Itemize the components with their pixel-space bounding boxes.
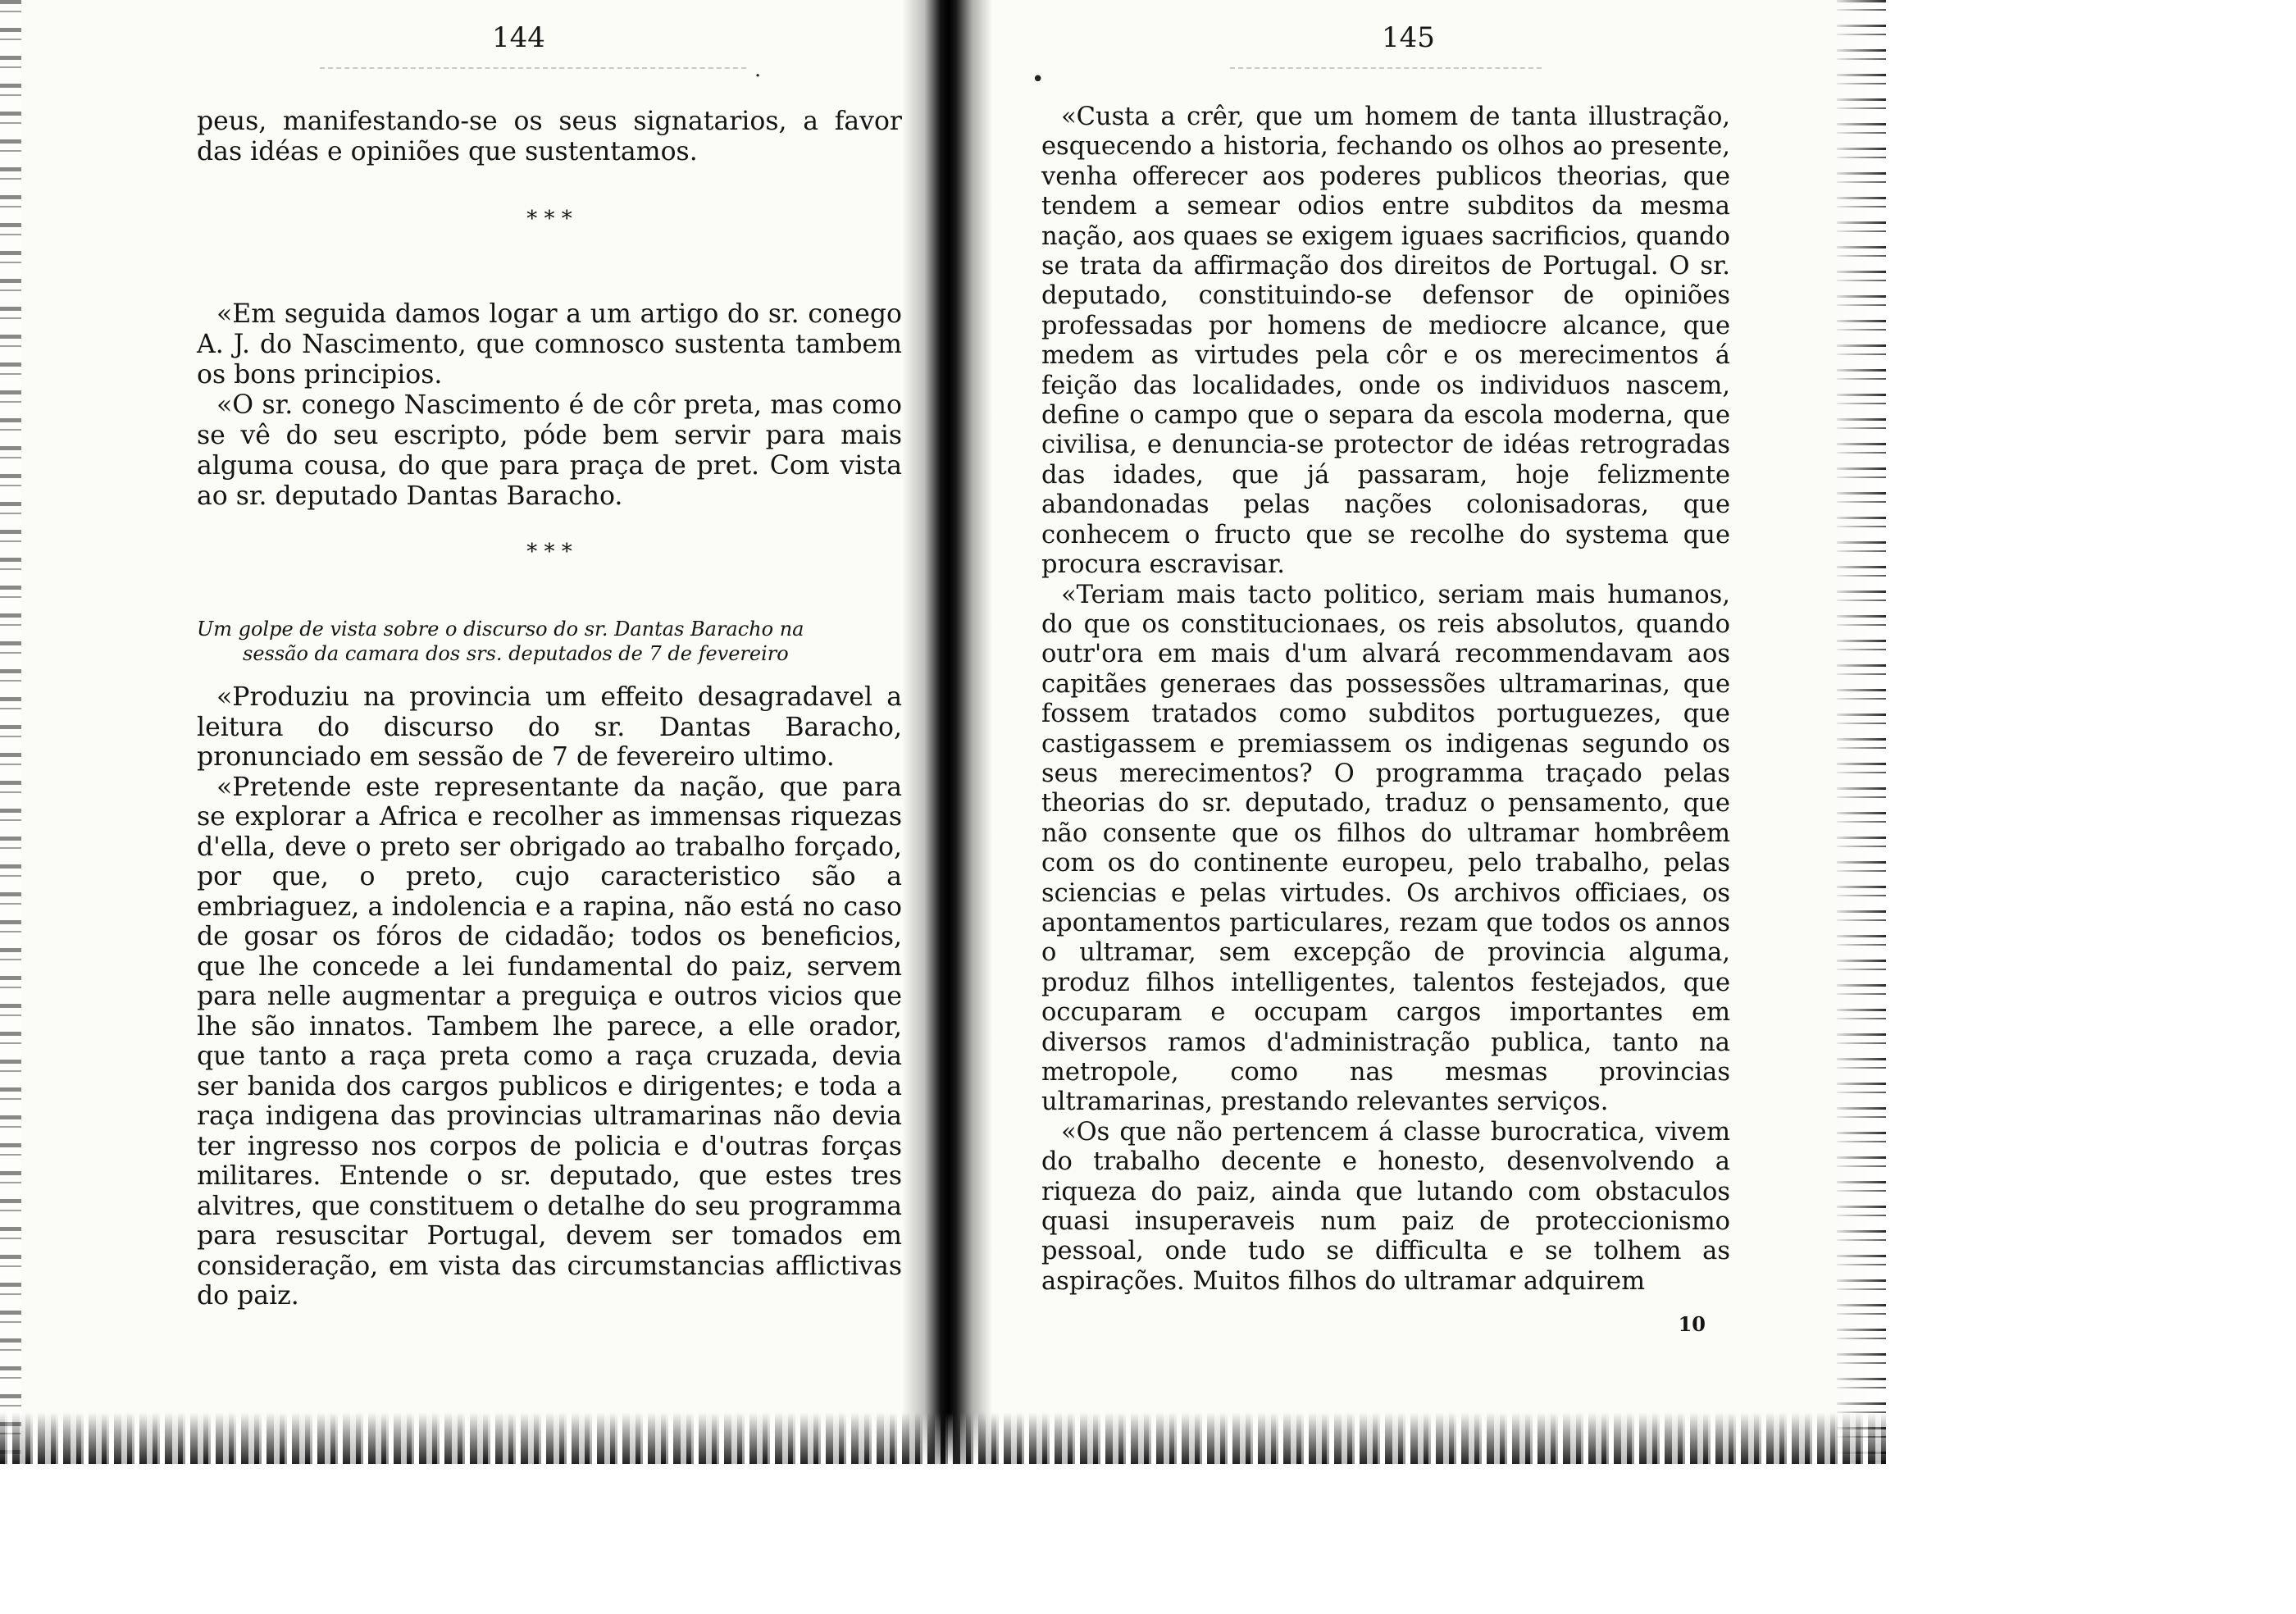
paragraph: «Produziu na provincia um effeito desagradavel a leitura do discurso do sr. Dantas Baracho, pronunciado em sessão de 7 de fevereiro ultimo.	[197, 682, 902, 772]
section-separator: * * *	[526, 540, 572, 564]
text-block	[197, 107, 902, 167]
article-heading	[197, 617, 902, 666]
paragraph: «Custa a crêr, que um homem de tanta illustração, esquecendo a historia, fechando os olhos ao presente, venha offerecer aos poderes publicos theorias, que tendem a semear odios entre subditos da mesma nação, aos quaes se exigem iguaes sacrificios, quando se trata da affirmação dos direitos de Portugal. O sr. deputado, constituindo-se defensor de opiniões professadas por homens de mediocre alcance, que medem as virtudes pela côr e os merecimentos á feição das localidades, onde os individuos nascem, define o campo que o separa da escola moderna, que civilisa, e denuncia-se protector de idéas retrogradas das idades, que já passaram, hoje felizmente abandonadas pelas nações colonisadoras, que conhecem o fructo que se recolhe do systema que procura escravisar.	[1041, 103, 1730, 580]
paragraph: peus, manifestando-se os seus signatarios, a favor das idéas e opiniões que sustentamos.	[197, 107, 902, 166]
heading-line: Um golpe de vista sobre o discurso do sr. Dantas Baracho na	[197, 618, 804, 641]
page-edge-left	[0, 0, 21, 1464]
page-number: 145	[1382, 21, 1435, 54]
header-rule	[1230, 67, 1542, 69]
signature-mark: 10	[1678, 1312, 1706, 1336]
ink-speck: ·	[754, 64, 762, 89]
header-rule	[320, 67, 746, 69]
text-block	[197, 299, 902, 512]
paragraph: «Em seguida damos logar a um artigo do sr. conego A. J. do Nascimento, que comnosco sustenta tambem os bons principios.	[197, 299, 902, 390]
paragraph: «Os que não pertencem á classe burocratica, vivem do trabalho decente e honesto, desenvolvendo a riqueza do paiz, ainda que lutando com obstaculos quasi insuperaveis num paiz de proteccionismo pessoal, onde tudo se difficulta e se tolhem as aspirações. Muitos filhos do ultramar adquirem	[1041, 1117, 1730, 1296]
heading-line: sessão da camara dos srs. deputados de 7 de fevereiro	[243, 642, 789, 665]
paragraph: «Teriam mais tacto politico, seriam mais humanos, do que os constitucionaes, os reis absolutos, quando outr'ora em mais d'um alvará recommendavam aos capitães generaes das possessões ultramarinas, que fossem tratados como subditos portuguezes, que castigassem e premiassem os indigenas segundo os seus merecimentos? O programma traçado pelas theorias do sr. deputado, traduz o pensamento, que não consente que os filhos do ultramar hombrêem com os do continente europeu, pelo trabalho, pelas sciencias e pelas virtudes. Os archivos officiaes, os apontamentos particulares, rezam que todos os annos o ultramar, sem excepção de provincia alguma, produz filhos intelligentes, talentos festejados, que occuparam e occupam cargos importantes em diversos ramos d'administração publica, tanto na metropole, como nas mesmas provincias ultramarinas, prestando relevantes serviços.	[1041, 580, 1730, 1117]
ink-speck: •	[1032, 67, 1045, 92]
paragraph: «O sr. conego Nascimento é de côr preta, mas como se vê do seu escripto, póde bem servir para mais alguma cousa, do que para praça de pret. Com vista ao sr. deputado Dantas Baracho.	[197, 390, 902, 511]
paragraph: «Pretende este representante da nação, que para se explorar a Africa e recolher as immensas riquezas d'ella, deve o preto ser obrigado ao trabalho forçado, por que, o preto, cujo caracteristico são a embriaguez, a indolencia e a rapina, não está no caso de gosar os fóros de cidadão; todos os beneficios, que lhe concede a lei fundamental do paiz, servem para nelle augmentar a preguiça e outros vicios que lhe são innatos. Tambem lhe parece, a elle orador, que tanto a raça preta como a raça cruzada, devia ser banida dos cargos publicos e dirigentes; e toda a raça indigena das provincias ultramarinas não devia ter ingresso nos corpos de policia e d'outras forças militares. Entende o sr. deputado, que estes tres alvitres, que constituem o detalhe do seu programma para resuscitar Portugal, devem ser tomados em consideração, em vista das circumstancias afflictivas do paiz.	[197, 772, 902, 1311]
text-block	[197, 682, 902, 1311]
page-number: 144	[492, 21, 545, 54]
page-edge-bottom	[0, 1412, 1886, 1464]
page-edge-right	[1837, 0, 1886, 1464]
book-gutter	[902, 0, 992, 1464]
text-block	[1041, 103, 1730, 1297]
section-separator: * * *	[526, 207, 572, 231]
